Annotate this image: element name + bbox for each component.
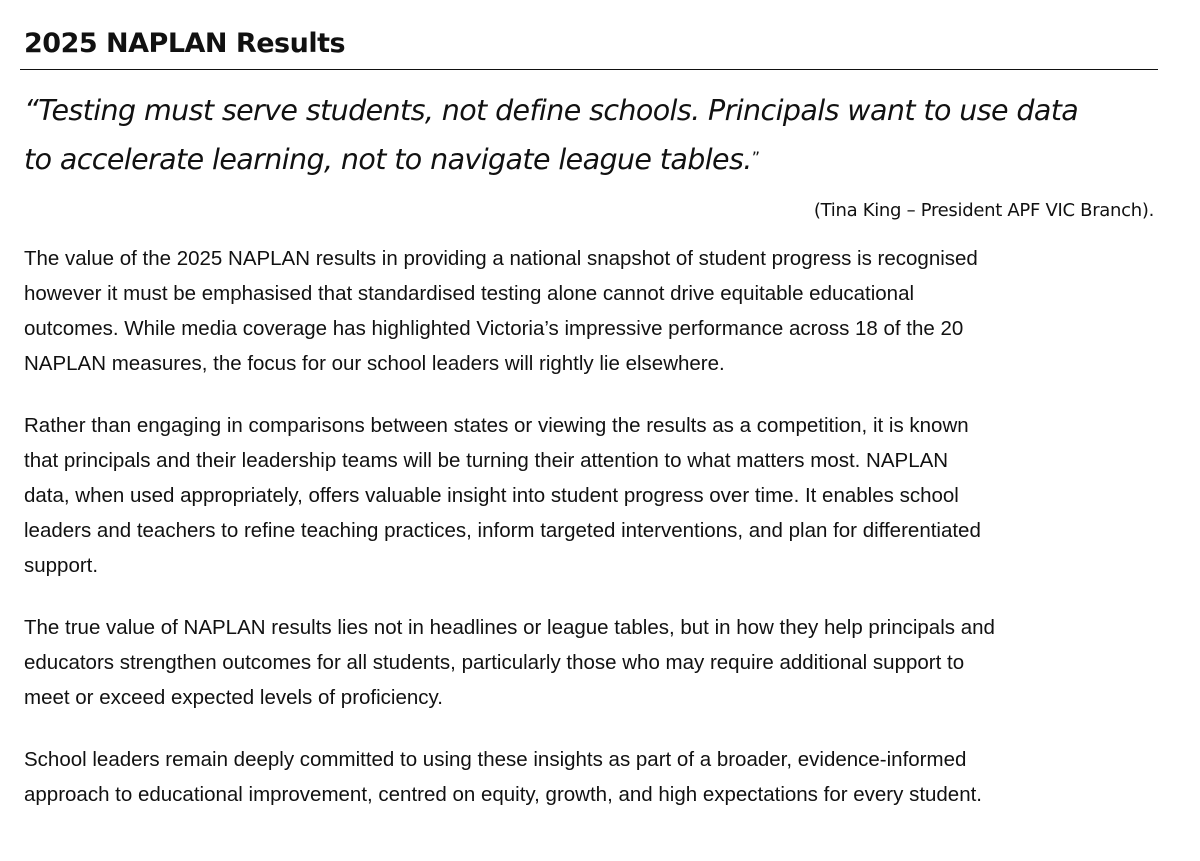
paragraph: Rather than engaging in comparisons between states or viewing the results as a competition, it is known that principals and their leadership teams will be turning their attention to what matters most. NAPLAN data, when used appropriately, offers valuable insight into student progress over time. It enables school leaders and teachers to refine teaching practices, inform targeted interventions, and plan for differentiated support.	[24, 414, 981, 577]
page-title: 2025 NAPLAN Results	[20, 0, 1158, 70]
pull-quote-line: to accelerate learning, not to navigate league tables.”	[24, 143, 760, 176]
paragraph: The true value of NAPLAN results lies not in headlines or league tables, but in how they help principals and educators strengthen outcomes for all students, particularly those who may require additional support to meet or exceed expected levels of proficiency.	[24, 616, 995, 709]
close-quote-mark: ”	[751, 148, 760, 167]
pull-quote-line: “Testing must serve students, not define schools. Principals want to use data	[24, 94, 1079, 127]
pull-quote	[20, 87, 1158, 183]
document-page	[20, 0, 1158, 812]
quote-attribution: (Tina King – President APF VIC Branch).	[813, 200, 1154, 221]
paragraph: The value of the 2025 NAPLAN results in providing a national snapshot of student progress is recognised however it must be emphasised that standardised testing alone cannot drive equitable educational outcomes. While media coverage has highlighted Victoria’s impressive performance across 18 of the 20 NAPLAN measures, the focus for our school leaders will rightly lie elsewhere.	[24, 247, 978, 375]
open-quote-mark: “	[24, 94, 39, 127]
article-body	[20, 241, 1158, 812]
paragraph: School leaders remain deeply committed to using these insights as part of a broader, evidence-informed approach to educational improvement, centred on equity, growth, and high expectations for every student.	[24, 748, 983, 806]
